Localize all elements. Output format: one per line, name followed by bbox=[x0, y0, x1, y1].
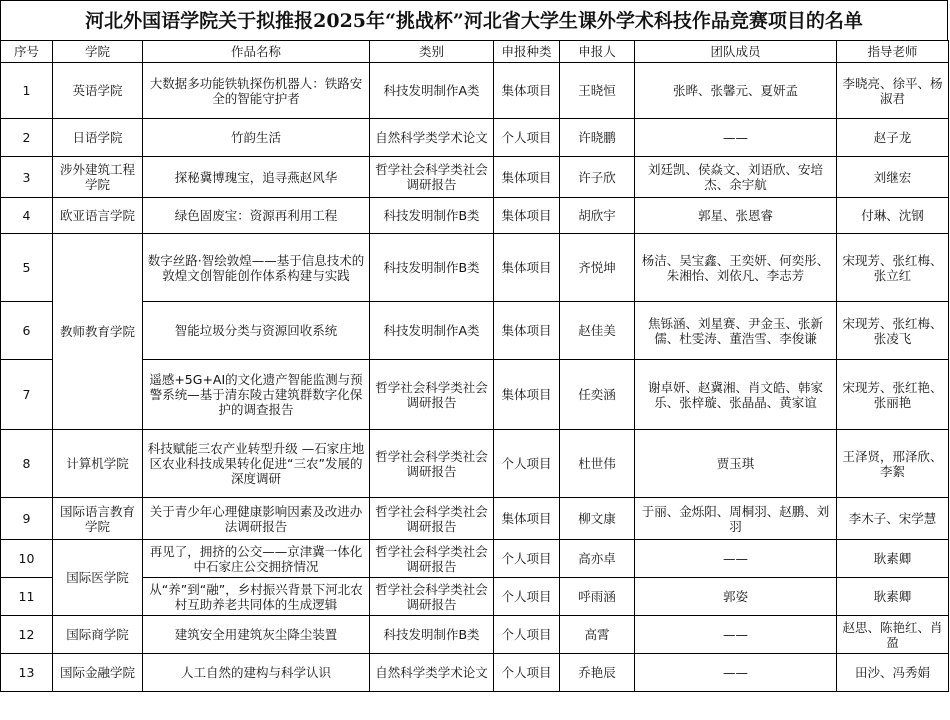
applicant-cell: 许子欣 bbox=[560, 157, 635, 198]
members-cell: 郭姿 bbox=[635, 578, 837, 616]
row-number: 6 bbox=[1, 302, 53, 360]
advisor-cell: 付琳、沈钢 bbox=[837, 198, 949, 234]
table-row bbox=[1, 234, 949, 302]
work-cell: 竹韵生活 bbox=[143, 119, 370, 157]
row-number: 12 bbox=[1, 616, 53, 654]
college-cell: 国际语言教育学院 bbox=[53, 498, 143, 540]
type-cell: 个人项目 bbox=[494, 540, 560, 578]
applicant-cell: 任奕涵 bbox=[560, 360, 635, 430]
type-cell: 集体项目 bbox=[494, 302, 560, 360]
applicant-cell: 柳文康 bbox=[560, 498, 635, 540]
members-cell: —— bbox=[635, 540, 837, 578]
category-cell: 科技发明制作B类 bbox=[370, 616, 494, 654]
type-cell: 个人项目 bbox=[494, 430, 560, 498]
members-cell: 于丽、金烁阳、周桐羽、赵鹏、刘羽 bbox=[635, 498, 837, 540]
applicant-cell: 杜世伟 bbox=[560, 430, 635, 498]
members-cell: 谢卓妍、赵冀湘、肖文皓、韩家乐、张梓璇、张晶晶、黄家谊 bbox=[635, 360, 837, 430]
type-cell: 集体项目 bbox=[494, 157, 560, 198]
applicant-cell: 许晓鹏 bbox=[560, 119, 635, 157]
work-cell: 大数据多功能铁轨探伤机器人：铁路安全的智能守护者 bbox=[143, 63, 370, 119]
advisor-cell: 耿素卿 bbox=[837, 540, 949, 578]
category-cell: 哲学社会科学类社会调研报告 bbox=[370, 430, 494, 498]
college-cell: 计算机学院 bbox=[53, 430, 143, 498]
header-cell: 类别 bbox=[370, 41, 494, 63]
applicant-cell: 齐悦坤 bbox=[560, 234, 635, 302]
row-number: 9 bbox=[1, 498, 53, 540]
header-cell: 作品名称 bbox=[143, 41, 370, 63]
work-cell: 再见了，拥挤的公交——京津冀一体化中石家庄公交拥挤情况 bbox=[143, 540, 370, 578]
category-cell: 哲学社会科学类社会调研报告 bbox=[370, 578, 494, 616]
members-cell: —— bbox=[635, 654, 837, 692]
members-cell: —— bbox=[635, 616, 837, 654]
members-cell: 张晔、张馨元、夏妍孟 bbox=[635, 63, 837, 119]
advisor-cell: 王泽贤，邢泽欣、李絮 bbox=[837, 430, 949, 498]
work-cell: 关于青少年心理健康影响因素及改进办法调研报告 bbox=[143, 498, 370, 540]
members-cell: 刘廷凯、侯焱文、刘语欣、安培杰、余宇航 bbox=[635, 157, 837, 198]
project-table bbox=[0, 40, 949, 692]
work-cell: 绿色固废宝：资源再利用工程 bbox=[143, 198, 370, 234]
category-cell: 科技发明制作B类 bbox=[370, 198, 494, 234]
row-number: 3 bbox=[1, 157, 53, 198]
page-title: 河北外国语学院关于拟推报2025年“挑战杯”河北省大学生课外学术科技作品竞赛项目的名单 bbox=[0, 0, 948, 40]
category-cell: 哲学社会科学类社会调研报告 bbox=[370, 498, 494, 540]
members-cell: —— bbox=[635, 119, 837, 157]
table-row bbox=[1, 302, 949, 360]
members-cell: 贾玉琪 bbox=[635, 430, 837, 498]
table-row bbox=[1, 430, 949, 498]
advisor-cell: 宋现芳、张红梅、张立红 bbox=[837, 234, 949, 302]
table-row bbox=[1, 198, 949, 234]
members-cell: 焦铄涵、刘星赛、尹金玉、张新儒、杜雯涛、董浩雪、李俊谦 bbox=[635, 302, 837, 360]
applicant-cell: 胡欣宇 bbox=[560, 198, 635, 234]
advisor-cell: 耿素卿 bbox=[837, 578, 949, 616]
row-number: 1 bbox=[1, 63, 53, 119]
advisor-cell: 赵子龙 bbox=[837, 119, 949, 157]
type-cell: 集体项目 bbox=[494, 63, 560, 119]
advisor-cell: 李晓亮、徐平、杨淑君 bbox=[837, 63, 949, 119]
table-row bbox=[1, 654, 949, 692]
work-cell: 人工自然的建构与科学认识 bbox=[143, 654, 370, 692]
type-cell: 集体项目 bbox=[494, 234, 560, 302]
college-cell: 国际商学院 bbox=[53, 616, 143, 654]
type-cell: 集体项目 bbox=[494, 360, 560, 430]
advisor-cell: 宋现芳、张红梅、张凌飞 bbox=[837, 302, 949, 360]
type-cell: 个人项目 bbox=[494, 578, 560, 616]
work-cell: 建筑安全用建筑灰尘降尘装置 bbox=[143, 616, 370, 654]
college-cell: 教师教育学院 bbox=[53, 234, 143, 430]
type-cell: 集体项目 bbox=[494, 198, 560, 234]
type-cell: 个人项目 bbox=[494, 119, 560, 157]
table-row bbox=[1, 157, 949, 198]
type-cell: 个人项目 bbox=[494, 616, 560, 654]
applicant-cell: 高亦卓 bbox=[560, 540, 635, 578]
work-cell: 科技赋能三农产业转型升级 —石家庄地区农业科技成果转化促进“三农”发展的深度调研 bbox=[143, 430, 370, 498]
college-cell: 国际金融学院 bbox=[53, 654, 143, 692]
table-row bbox=[1, 498, 949, 540]
category-cell: 科技发明制作A类 bbox=[370, 302, 494, 360]
college-cell: 英语学院 bbox=[53, 63, 143, 119]
college-cell: 涉外建筑工程学院 bbox=[53, 157, 143, 198]
row-number: 2 bbox=[1, 119, 53, 157]
header-cell: 指导老师 bbox=[837, 41, 949, 63]
category-cell: 科技发明制作B类 bbox=[370, 234, 494, 302]
applicant-cell: 乔艳辰 bbox=[560, 654, 635, 692]
work-cell: 从“养”到“融”，乡村振兴背景下河北农村互助养老共同体的生成逻辑 bbox=[143, 578, 370, 616]
college-cell: 日语学院 bbox=[53, 119, 143, 157]
table-row bbox=[1, 360, 949, 430]
applicant-cell: 赵佳美 bbox=[560, 302, 635, 360]
row-number: 11 bbox=[1, 578, 53, 616]
work-cell: 探秘冀博瑰宝，追寻燕赵风华 bbox=[143, 157, 370, 198]
advisor-cell: 赵思、陈艳红、肖盈 bbox=[837, 616, 949, 654]
applicant-cell: 呼雨涵 bbox=[560, 578, 635, 616]
category-cell: 哲学社会科学类社会调研报告 bbox=[370, 360, 494, 430]
members-cell: 郭星、张恩睿 bbox=[635, 198, 837, 234]
advisor-cell: 李木子、宋学慧 bbox=[837, 498, 949, 540]
table-row bbox=[1, 616, 949, 654]
row-number: 10 bbox=[1, 540, 53, 578]
category-cell: 自然科学类学术论文 bbox=[370, 654, 494, 692]
work-cell: 智能垃圾分类与资源回收系统 bbox=[143, 302, 370, 360]
applicant-cell: 王晓恒 bbox=[560, 63, 635, 119]
row-number: 13 bbox=[1, 654, 53, 692]
college-cell: 欧亚语言学院 bbox=[53, 198, 143, 234]
row-number: 7 bbox=[1, 360, 53, 430]
members-cell: 杨洁、吴宝鑫、王奕妍、何奕彤、朱湘怡、刘依凡、李志芳 bbox=[635, 234, 837, 302]
advisor-cell: 刘继宏 bbox=[837, 157, 949, 198]
college-cell: 国际医学院 bbox=[53, 540, 143, 616]
row-number: 4 bbox=[1, 198, 53, 234]
type-cell: 个人项目 bbox=[494, 654, 560, 692]
table-row bbox=[1, 63, 949, 119]
table-row bbox=[1, 540, 949, 578]
header-cell: 学院 bbox=[53, 41, 143, 63]
header-cell: 申报人 bbox=[560, 41, 635, 63]
table-row bbox=[1, 119, 949, 157]
category-cell: 哲学社会科学类社会调研报告 bbox=[370, 540, 494, 578]
header-cell: 序号 bbox=[1, 41, 53, 63]
row-number: 8 bbox=[1, 430, 53, 498]
work-cell: 数字丝路·智绘敦煌——基于信息技术的敦煌文创智能创作体系构建与实践 bbox=[143, 234, 370, 302]
category-cell: 科技发明制作A类 bbox=[370, 63, 494, 119]
header-cell: 申报种类 bbox=[494, 41, 560, 63]
header-row bbox=[1, 41, 949, 63]
table-row bbox=[1, 578, 949, 616]
advisor-cell: 田沙、冯秀娟 bbox=[837, 654, 949, 692]
type-cell: 集体项目 bbox=[494, 498, 560, 540]
category-cell: 哲学社会科学类社会调研报告 bbox=[370, 157, 494, 198]
advisor-cell: 宋现芳、张红艳、张丽艳 bbox=[837, 360, 949, 430]
category-cell: 自然科学类学术论文 bbox=[370, 119, 494, 157]
work-cell: 遥感+5G+AI的文化遗产智能监测与预警系统—基于清东陵古建筑群数字化保护的调查报告 bbox=[143, 360, 370, 430]
applicant-cell: 高霄 bbox=[560, 616, 635, 654]
row-number: 5 bbox=[1, 234, 53, 302]
header-cell: 团队成员 bbox=[635, 41, 837, 63]
